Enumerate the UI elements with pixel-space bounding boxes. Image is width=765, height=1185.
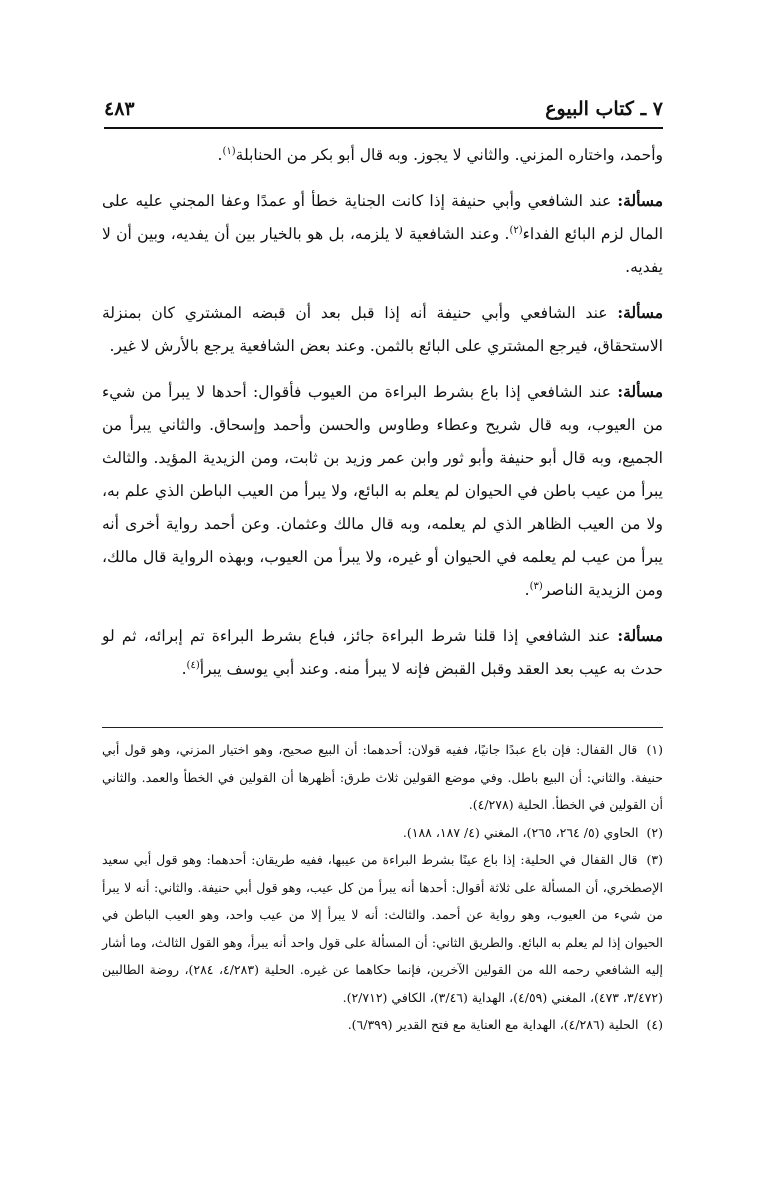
page-number: ٤٨٣ [104,98,135,120]
header-rule [104,127,663,129]
footnotes [102,736,663,1039]
footnote-separator [102,727,663,728]
footnote-ref: (٢) [509,224,523,236]
issue-label: مسألة: [617,303,663,322]
issue-label: مسألة: [617,191,663,210]
paragraph: مسألة: عند الشافعي وأبي حنيفة إذا كانت الجناية خطأ أو عمدًا وعفا المجني عليه على المال لزم البائع الفداء$^{(٢)}$. وعند الشافعية لا يلزمه، بل هو بالخيار بين أن يفديه، وبين أن لا يفديه. [102,191,663,276]
issue-label: مسألة: [617,382,663,401]
footnote-ref: (٣) [529,580,543,592]
paragraph: وأحمد، واختاره المزني. والثاني لا يجوز. وبه قال أبو بكر من الحنابلة$^{(١)}$. [217,145,663,164]
footnote: (١) قال القفال: فإن باع عبدًا جانيًا، ففيه قولان: أحدهما: أن البيع صحيح، وهو اختيار المزني، وهو قول أبي حنيفة. والثاني: أن البيع باطل. وفي موضع القولين ثلاث طرق: أظهرها أن القولين في الخطأ والعمد. والثاني أن القولين في الخطأ. الحلية (٤/٢٧٨). [102,742,663,812]
paragraph: مسألة: عند الشافعي إذا قلنا شرط البراءة جائز، فباع بشرط البراءة تم إبرائه، ثم لو حدث به عيب بعد العقد وقبل القبض فإنه لا يبرأ منه. وعند أبي يوسف يبرأ$^{(٤)}$. [102,626,663,678]
running-header [104,92,663,126]
footnote-ref: (٤) [186,659,200,671]
main-text [102,138,663,686]
paragraph: مسألة: عند الشافعي وأبي حنيفة أنه إذا قبل بعد أن قبضه المشتري كان بمنزلة الاستحقاق، فيرجع المشتري على البائع بالثمن. وعند بعض الشافعية يرجع بالأرش لا غير. [102,303,663,355]
chapter-title: ٧ ـ كتاب البيوع [545,98,663,120]
footnote-ref: (١) [222,145,236,157]
issue-label: مسألة: [617,626,663,645]
paragraph: مسألة: عند الشافعي إذا باع بشرط البراءة من العيوب فأقوال: أحدها لا يبرأ من شيء من العيوب، وبه قال شريح وعطاء وطاوس والحسن وأحمد وإسحاق. والثاني يبرأ من الجميع، وبه قال أبو حنيفة وأبو ثور وابن عمر وزيد بن ثابت، ومن الزيدية المؤيد. والثالث يبرأ من عيب باطن في الحيوان لم يعلم به البائع، ولا يبرأ من العيب الباطن الذي علم به، ولا من العيب الظاهر الذي لم يعلمه، وبه قال مالك وعثمان. وعن أحمد رواية أخرى أنه يبرأ من عيب لم يعلمه في الحيوان أو غيره، ولا يبرأ من العيوب، وبهذه الرواية قال مالك، ومن الزيدية الناصر$^{(٣)}$. [102,382,663,599]
footnote: (٣) قال القفال في الحلية: إذا باع عينًا بشرط البراءة من عيبها، ففيه طريقان: أحدهما: وهو قول أبي سعيد الإصطخري، أن المسألة على ثلاثة أقوال: أحدها أنه يبرأ من كل عيب، وهو قول أبي حنيفة. والثاني: أنه لا يبرأ من شيء من العيوب، وهو رواية عن أحمد. والثالث: أنه لا يبرأ إلا من عيب واحد، وهو العيب الباطن في الحيوان إذا لم يعلم به البائع. والطريق الثاني: أن المسألة على قول واحد أنه يبرأ، وهو القول الثالث، وما أشار إليه الشافعي رحمه الله من القولين الآخرين، فإنما حكاهما عن غيره. الحلية (٤/٢٨٣، ٢٨٤)، روضة الطالبين (٣/٤٧٢، ٤٧٣)، المغني (٤/٥٩)، الهداية (٣/٤٦)، الكافي (٢/٧١٢). [102,852,663,1005]
footnote: (٢) الحاوي (٥/ ٢٦٤، ٢٦٥)، المغني (٤/ ١٨٧، ١٨٨). [402,824,663,840]
footnote: (٤) الحلية (٤/٢٨٦)، الهداية مع العناية مع فتح القدير (٦/٣٩٩). [347,1017,663,1032]
